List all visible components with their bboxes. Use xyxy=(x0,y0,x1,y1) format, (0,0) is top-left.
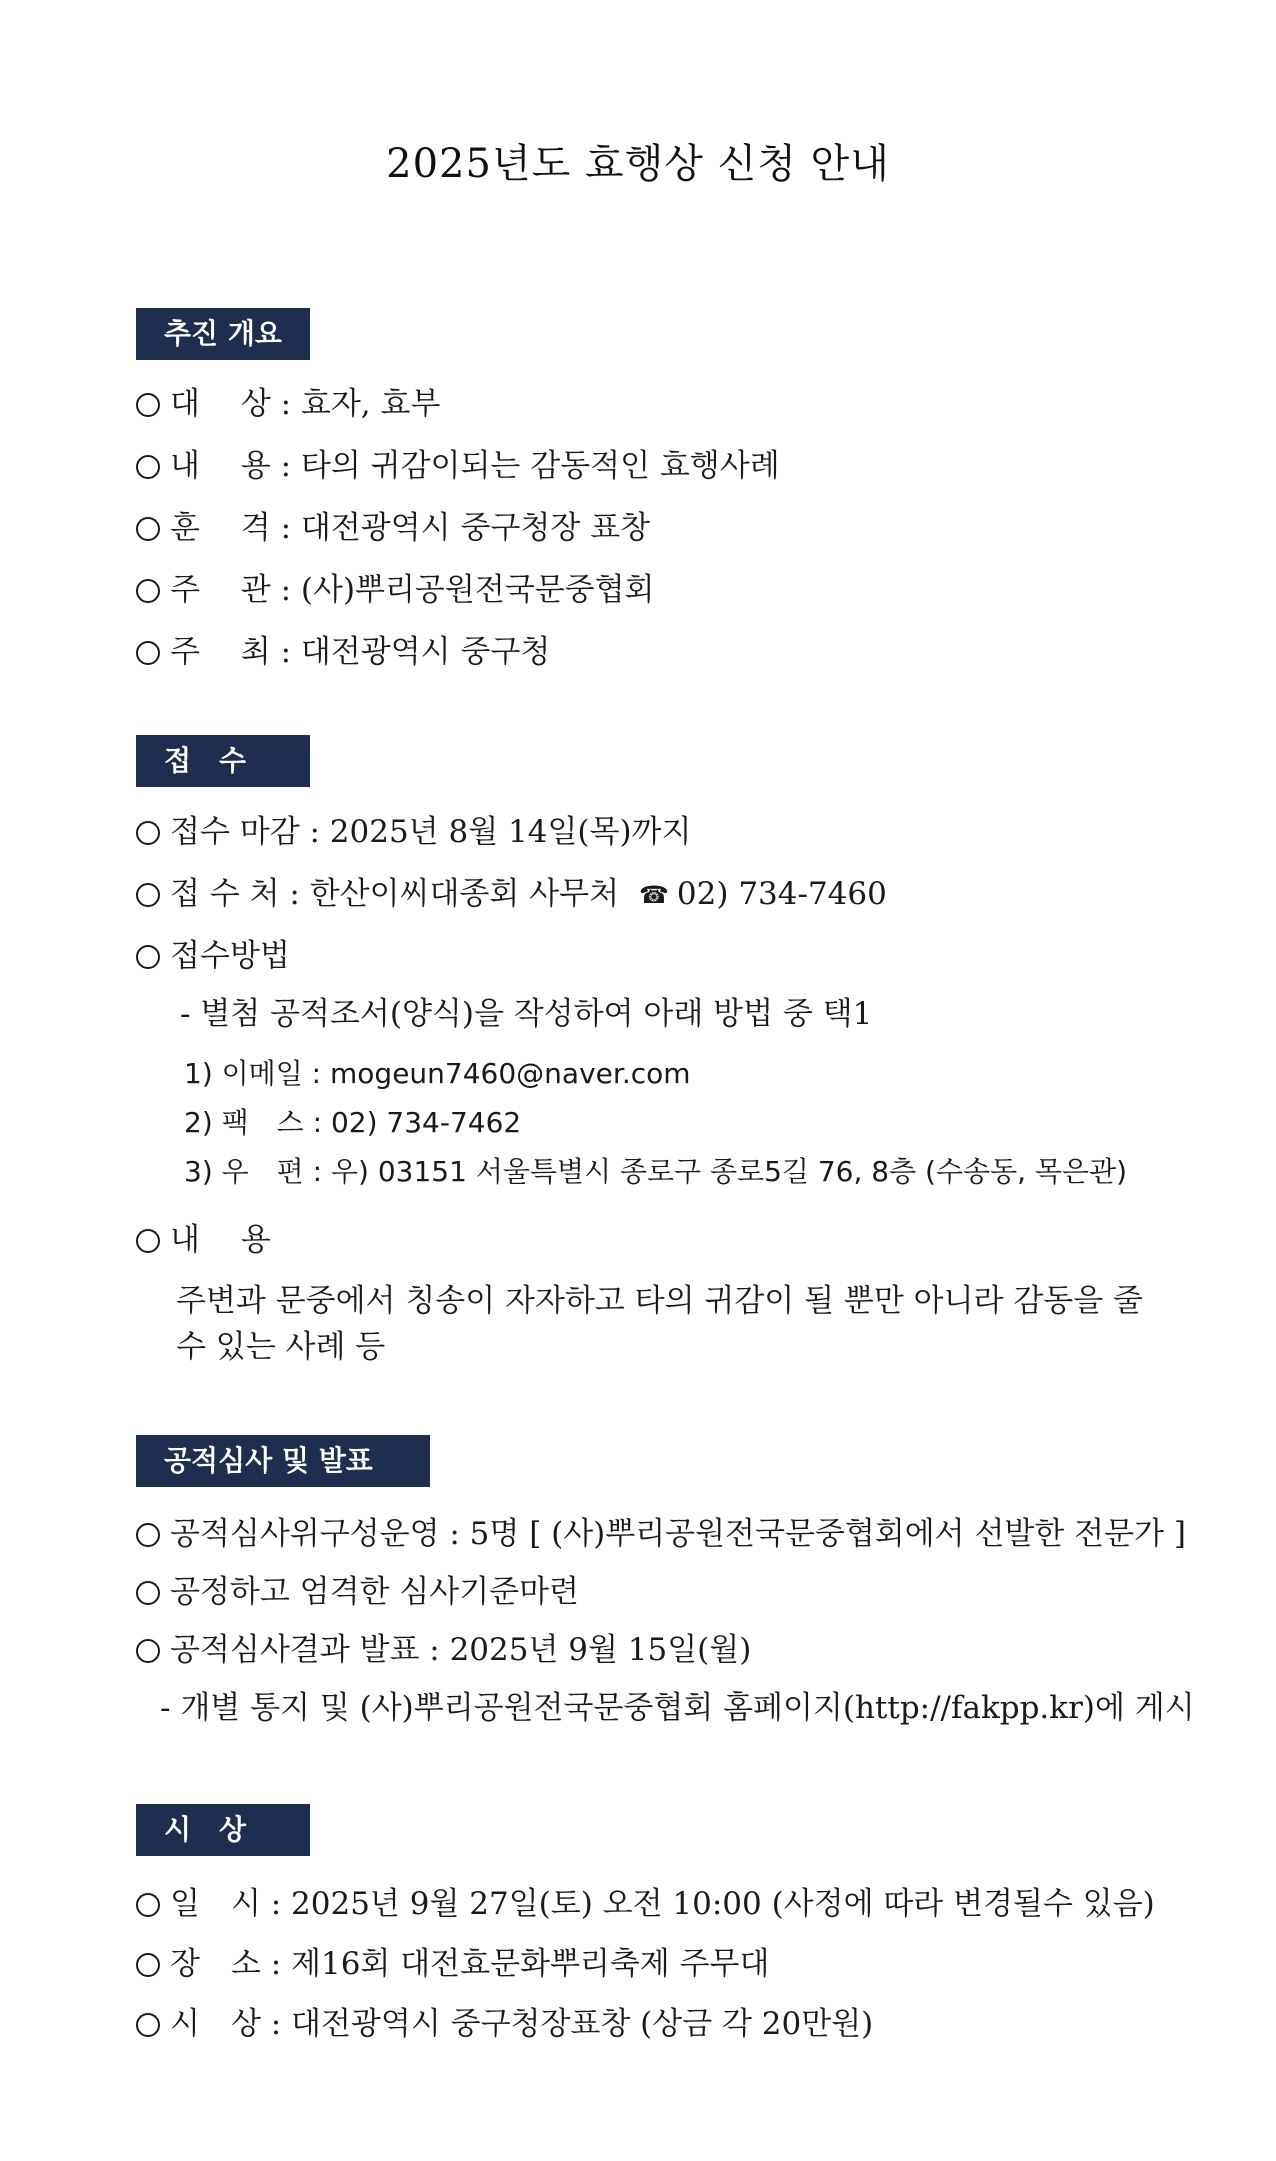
document-title: 2025년도 효행상 신청 안내 xyxy=(386,141,890,187)
overview-item-organizer: 주 관 : (사)뿌리공원전국문중협회 xyxy=(136,570,655,610)
circle-bullet-icon xyxy=(136,1581,160,1605)
overview-item-target: 대 상 : 효자, 효부 xyxy=(136,384,440,424)
award-item-prize: 시 상 : 대전광역시 중구청장표창 (상금 각 20만원) xyxy=(136,2004,873,2044)
section-header-overview: 추진 개요 xyxy=(136,308,310,360)
circle-bullet-icon xyxy=(136,1229,160,1253)
review-note: - 개별 통지 및 (사)뿌리공원전국문중협회 홈페이지(http://fakpp.kr)에 게시 xyxy=(160,1690,1195,1726)
section-header-reception: 접 수 xyxy=(136,735,310,787)
review-item-announce: 공적심사결과 발표 : 2025년 9월 15일(월) xyxy=(136,1630,751,1670)
review-item-committee: 공적심사위구성운영 : 5명 [ (사)뿌리공원전국문중협회에서 선발한 전문가 ] xyxy=(136,1514,1186,1554)
circle-bullet-icon xyxy=(136,641,160,665)
overview-item-host: 주 최 : 대전광역시 중구청 xyxy=(136,632,550,672)
reception-method-fax: 2) 팩 스 : 02) 734-7462 xyxy=(184,1106,522,1139)
circle-bullet-icon xyxy=(136,455,160,479)
award-item-venue: 장 소 : 제16회 대전효문화뿌리축제 주무대 xyxy=(136,1944,769,1984)
circle-bullet-icon xyxy=(136,945,160,969)
circle-bullet-icon xyxy=(136,1953,160,1977)
reception-method-label: 접수방법 xyxy=(136,936,290,976)
overview-item-content: 내 용 : 타의 귀감이되는 감동적인 효행사례 xyxy=(136,446,780,486)
overview-item-honor: 훈 격 : 대전광역시 중구청장 표창 xyxy=(136,508,650,548)
section-header-award: 시 상 xyxy=(136,1804,310,1856)
circle-bullet-icon xyxy=(136,883,160,907)
circle-bullet-icon xyxy=(136,393,160,417)
telephone-icon: ☎ xyxy=(639,881,669,909)
circle-bullet-icon xyxy=(136,821,160,845)
circle-bullet-icon xyxy=(136,1523,160,1547)
reception-method-mail: 3) 우 편 : 우) 03151 서울특별시 종로구 종로5길 76, 8층 (수송동, 목은관) xyxy=(184,1155,1127,1188)
reception-method-email: 1) 이메일 : mogeun7460@naver.com xyxy=(184,1057,691,1090)
circle-bullet-icon xyxy=(136,1893,160,1917)
reception-content-label: 내 용 xyxy=(136,1220,271,1260)
review-item-criteria: 공정하고 엄격한 심사기준마련 xyxy=(136,1572,579,1612)
reception-place: 접 수 처 : 한산이씨대종회 사무처 ☎ 02) 734-7460 xyxy=(136,874,887,915)
award-item-date: 일 시 : 2025년 9월 27일(토) 오전 10:00 (사정에 따라 변경될수 있음) xyxy=(136,1884,1155,1924)
reception-content-text: 주변과 문중에서 칭송이 자자하고 타의 귀감이 될 뿐만 아니라 감동을 줄 수 있는 사례 등 xyxy=(176,1283,1143,1365)
circle-bullet-icon xyxy=(136,579,160,603)
section-header-review: 공적심사 및 발표 xyxy=(136,1435,430,1487)
circle-bullet-icon xyxy=(136,1639,160,1663)
reception-method-desc: - 별첨 공적조서(양식)을 작성하여 아래 방법 중 택1 xyxy=(180,996,873,1032)
reception-phone: 02) 734-7460 xyxy=(676,876,887,912)
circle-bullet-icon xyxy=(136,2013,160,2037)
circle-bullet-icon xyxy=(136,517,160,541)
reception-deadline: 접수 마감 : 2025년 8월 14일(목)까지 xyxy=(136,812,691,852)
